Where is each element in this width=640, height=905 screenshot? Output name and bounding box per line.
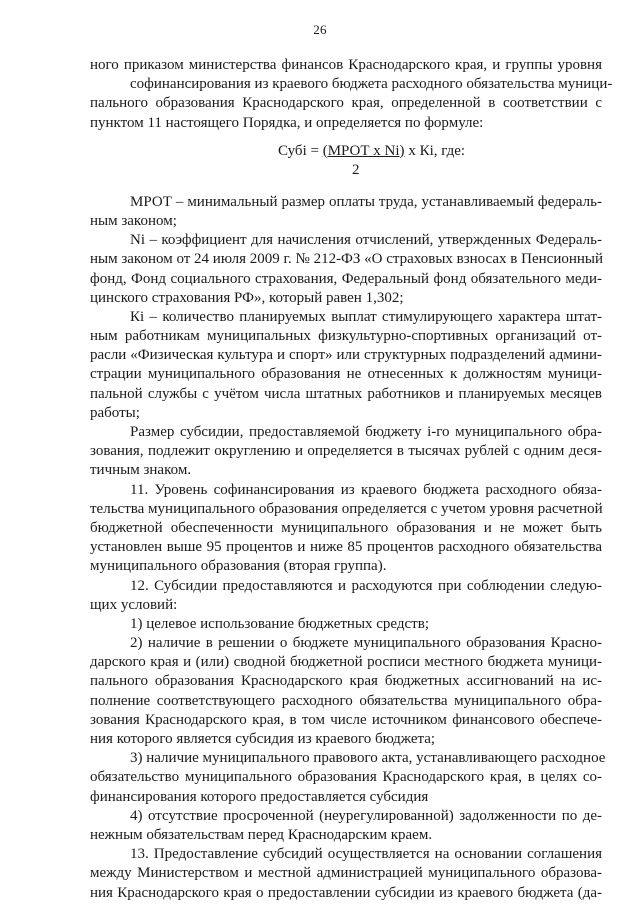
page-body (90, 56, 613, 903)
text-line: зования Краснодарского края, в том числе источником финансового обеспече- (90, 711, 602, 728)
text-line: ния Краснодарского края о предоставлении субсидии из краевого бюджета (да- (90, 884, 602, 901)
subsidy-rounding-paragraph (90, 423, 602, 481)
text-line: дарского края и (или) сводной бюджетной росписи местного бюджета муници- (90, 654, 602, 671)
text-line: муниципального образования (вторая группа). (90, 558, 387, 575)
text-line: ным законом от 24 июля 2009 г. № 212-ФЗ «О страховых взносах в Пенсионный (90, 251, 604, 268)
text-line: щих условий: (90, 596, 178, 613)
text-line: ным законом; (90, 212, 177, 229)
text-line: ного приказом министерства финансов Краснодарского края, и группы уровня (90, 57, 602, 73)
text-line: 13. Предоставление субсидий осуществляется на основании соглашения (130, 846, 602, 863)
text-line: МРОТ – минимальный размер оплаты труда, устанавливаемый федераль- (130, 193, 602, 210)
text-line: 3) наличие муниципального правового акта, устанавливающего расходное (130, 750, 606, 767)
condition-1 (90, 615, 602, 634)
formula (90, 142, 602, 182)
text-line: 11. Уровень софинансирования из краевого бюджета расходного обяза- (130, 481, 602, 498)
text-line: тичным знаком. (90, 462, 192, 479)
page-number: 26 (313, 22, 327, 37)
text-line: расли «Физическая культура и спорт» или структурных подразделений админи- (90, 347, 602, 364)
definition-mrot (90, 193, 602, 231)
definition-ki (90, 308, 602, 423)
text-line: финансирования которого предоставляется субсидия (90, 788, 429, 805)
text-line: софинансирования из краевого бюджета расходного обязательства муници- (130, 76, 613, 93)
definition-ni (90, 231, 602, 308)
formula-denominator: 2 (352, 161, 360, 178)
text-line: 12. Субсидии предоставляются и расходуются при соблюдении следую- (130, 577, 602, 594)
text-line: бюджетной обеспеченности муниципального образования и не может быть (90, 519, 602, 536)
paragraph-11 (90, 481, 602, 577)
formula-right: х Кi, где: (404, 142, 466, 159)
text-line: ния которого является субсидия из краевого бюджета; (90, 731, 436, 747)
text-line: ным работникам муниципальных физкультурно-спортивных организаций от- (90, 328, 602, 345)
text-line: Кi – количество планируемых выплат стимулирующего характера штат- (130, 308, 602, 325)
text-line: 4) отсутствие просроченной (неурегулированной) задолженности по де- (130, 807, 602, 824)
formula-left: Субi = (278, 142, 323, 159)
text-line: полнение соответствующего расходного обязательства муниципального обра- (90, 692, 602, 709)
text-line: пального образования Краснодарского края бюджетных ассигнований на ис- (90, 673, 602, 690)
text-line: фонд, Фонд социального страхования, Федеральный фонд обязательного меди- (90, 270, 602, 287)
condition-2 (90, 634, 602, 749)
formula-expression (278, 142, 465, 161)
text-line: пунктом 11 настоящего Порядка, и определяется по формуле: (90, 114, 484, 131)
paragraph-12 (90, 577, 602, 615)
formula-numerator: (МРОТ х Ni) (322, 142, 405, 159)
condition-4 (90, 807, 602, 845)
text-line: цинского страхования РФ», который равен 1,302; (90, 289, 404, 306)
condition-3 (90, 749, 606, 807)
text-line: страции муниципального образования не отнесенных к должностям муници- (90, 366, 602, 383)
text-line: тельства муниципального образования определяется с учетом уровня расчетной (90, 500, 603, 517)
intro-paragraph (90, 56, 613, 133)
text-line: Размер субсидии, предоставляемой бюджету i-го муниципального обра- (130, 424, 602, 440)
text-line: между Министерством и местной администрацией муниципального образова- (90, 865, 602, 882)
text-line: пальной службы с учётом числа штатных работников и планируемых месяцев (90, 385, 602, 402)
text-line: Ni – коэффициент для начисления отчислений, утвержденных Федераль- (130, 232, 602, 249)
text-line: нежным обязательствам перед Краснодарским краем. (90, 826, 433, 843)
text-line: обязательство муниципального образования Краснодарского края, в целях со- (90, 769, 602, 786)
text-line: установлен выше 95 процентов и ниже 85 процентов расходного обязательства (90, 539, 602, 556)
text-line: 2) наличие в решении о бюджете муниципального образования Красно- (130, 635, 602, 652)
text-line: зования, подлежит округлению и определяется в тысячах рублей с одним деся- (90, 443, 602, 460)
text-line: работы; (90, 404, 140, 421)
paragraph-13 (90, 845, 602, 903)
text-line: 1) целевое использование бюджетных средств; (130, 615, 429, 632)
text-line: пального образования Краснодарского края, определенной в соответствии с (90, 95, 602, 112)
